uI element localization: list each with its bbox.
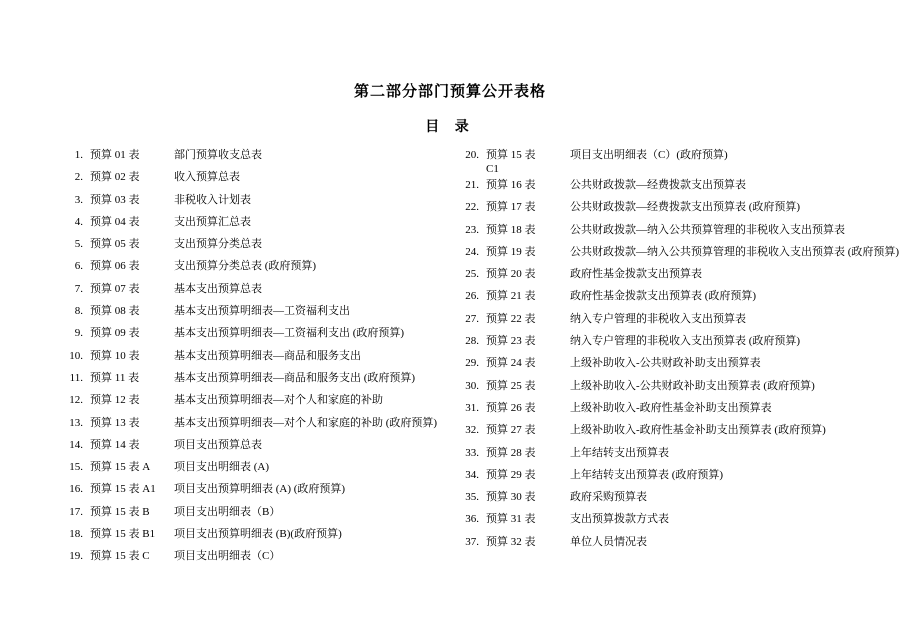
list-item-index: 8. (74, 305, 83, 318)
list-item-code: 预算 04 表 (90, 215, 140, 228)
list-item-label: 上级补助收入-政府性基金补助支出预算表 (570, 401, 772, 414)
list-item[interactable] (458, 535, 900, 557)
list-item[interactable] (458, 200, 900, 222)
toc-column-right (440, 148, 900, 572)
list-item-index: 2. (74, 171, 83, 184)
list-item-label: 基本支出预算明细表—商品和服务支出 (政府预算) (174, 371, 416, 384)
list-item[interactable] (458, 289, 900, 311)
list-item[interactable] (458, 379, 900, 401)
list-item-label: 项目支出明细表（C） (174, 550, 281, 563)
list-item-code: 预算 02 表 (90, 171, 140, 184)
list-item[interactable] (458, 334, 900, 356)
list-item-index: 29. (465, 357, 479, 370)
list-item-label: 基本支出预算明细表—工资福利支出 (174, 305, 350, 318)
list-item[interactable] (62, 215, 440, 237)
list-item-label: 收入预算总表 (174, 171, 240, 184)
list-item-index: 34. (465, 468, 479, 481)
list-item-label: 基本支出预算明细表—对个人和家庭的补助 (174, 394, 383, 407)
list-item-label: 基本支出预算明细表—商品和服务支出 (174, 349, 361, 362)
list-item-index: 11. (69, 371, 83, 384)
list-item-label: 支出预算拨款方式表 (570, 513, 669, 526)
list-item-label: 项目支出明细表（C）(政府预算) (570, 149, 728, 161)
list-item[interactable] (62, 416, 440, 438)
list-item-label: 基本支出预算明细表—工资福利支出 (政府预算) (174, 327, 405, 340)
list-item-index: 22. (465, 201, 479, 214)
list-item-index: 36. (465, 513, 479, 526)
list-item-index: 24. (465, 245, 479, 258)
list-item-label: 纳入专户管理的非税收入支出预算表 (570, 312, 746, 325)
list-item[interactable] (62, 282, 440, 304)
list-item-index: 23. (465, 223, 479, 236)
list-item-index: 17. (69, 505, 83, 518)
list-item[interactable] (62, 371, 440, 393)
list-item[interactable] (458, 267, 900, 289)
list-item-code: 预算 17 表 (486, 201, 536, 214)
list-item-label: 政府性基金拨款支出预算表 (政府预算) (570, 290, 757, 303)
list-item-code: 预算 27 表 (486, 424, 536, 437)
list-item[interactable] (458, 312, 900, 334)
list-item[interactable] (62, 259, 440, 281)
list-item-index: 19. (69, 550, 83, 563)
list-item-code: 预算 03 表 (90, 193, 140, 206)
list-item-index: 32. (465, 424, 479, 437)
list-item-code: 预算 21 表 (486, 290, 536, 303)
list-item-code: 预算 31 表 (486, 513, 536, 526)
list-item-label: 项目支出明细表 (A) (174, 461, 270, 474)
list-item-code: 预算 13 表 (90, 416, 140, 429)
list-item-index: 12. (69, 394, 83, 407)
list-item[interactable] (62, 304, 440, 326)
list-item-label: 项目支出明细表（B） (174, 505, 281, 518)
list-item[interactable] (62, 148, 440, 170)
list-item[interactable] (62, 482, 440, 504)
list-item-code: 预算 09 表 (90, 327, 140, 340)
list-item-code: 预算 23 表 (486, 335, 536, 348)
list-item-index: 21. (465, 179, 479, 191)
list-item-label: 上年结转支出预算表 (政府预算) (570, 468, 724, 481)
list-item-code: 预算 32 表 (486, 535, 536, 548)
list-item-label: 基本支出预算明细表—对个人和家庭的补助 (政府预算) (174, 416, 438, 429)
list-item-code: 预算 20 表 (486, 268, 536, 281)
list-item[interactable] (62, 460, 440, 482)
list-item[interactable] (62, 527, 440, 549)
list-item-code: 预算 06 表 (90, 260, 140, 273)
list-item-label: 上级补助收入-公共财政补助支出预算表 (政府预算) (570, 379, 815, 392)
list-item[interactable] (458, 356, 900, 378)
list-item-label: 非税收入计划表 (174, 193, 251, 206)
list-item-code-line2: C1 (486, 163, 499, 175)
list-item-index: 4. (74, 215, 83, 228)
list-item[interactable] (458, 512, 900, 534)
list-item-label: 公共财政拨款—经费拨款支出预算表 (570, 179, 746, 191)
list-item-code: 预算 25 表 (486, 379, 536, 392)
list-item-index: 1. (74, 149, 83, 161)
list-item-label: 上级补助收入-政府性基金补助支出预算表 (政府预算) (570, 424, 826, 437)
list-item-code: 预算 26 表 (486, 401, 536, 414)
list-item[interactable] (458, 446, 900, 468)
list-item[interactable] (62, 237, 440, 259)
list-item[interactable] (62, 349, 440, 371)
list-item-label: 纳入专户管理的非税收入支出预算表 (政府预算) (570, 335, 801, 348)
list-item-index: 35. (465, 491, 479, 504)
list-item-index: 9. (74, 327, 83, 340)
list-item-index: 13. (69, 416, 83, 429)
list-item[interactable] (62, 438, 440, 460)
list-item[interactable] (458, 490, 900, 512)
list-item[interactable] (62, 170, 440, 192)
list-item-label: 支出预算分类总表 (政府预算) (174, 260, 317, 273)
list-item-label: 上级补助收入-公共财政补助支出预算表 (570, 357, 761, 370)
list-item-index: 18. (69, 528, 83, 541)
list-item-code: 预算 29 表 (486, 468, 536, 481)
list-item-code: 预算 24 表 (486, 357, 536, 370)
list-item[interactable] (458, 401, 900, 423)
list-item-label: 政府性基金拨款支出预算表 (570, 268, 702, 281)
list-item[interactable] (458, 245, 900, 267)
list-item-label: 公共财政拨款—经费拨款支出预算表 (政府预算) (570, 201, 801, 214)
list-item-code: 预算 11 表 (90, 371, 140, 384)
list-item-index: 27. (465, 312, 479, 325)
list-item-label: 上年结转支出预算表 (570, 446, 669, 459)
list-item-label: 政府采购预算表 (570, 491, 647, 504)
list-item-index: 37. (465, 535, 479, 548)
page-title: 第二部分部门预算公开表格 (353, 84, 546, 100)
list-item-label: 项目支出预算明细表 (B)(政府预算) (174, 528, 342, 541)
list-item-index: 25. (465, 268, 479, 281)
list-item-label: 项目支出预算明细表 (A) (政府预算) (174, 483, 346, 496)
list-item-code: 预算 07 表 (90, 282, 140, 295)
list-item-index: 16. (69, 483, 83, 496)
list-item-code: 预算 12 表 (90, 394, 140, 407)
list-item-code-line1: 预算 15 表 (486, 149, 536, 161)
list-item[interactable] (62, 393, 440, 415)
list-item-index: 26. (465, 290, 479, 303)
list-item-code: 预算 19 表 (486, 245, 536, 258)
list-item-index: 28. (465, 335, 479, 348)
list-item-index: 10. (69, 349, 83, 362)
list-item-code: 预算 15 表 B (90, 505, 150, 518)
list-item-code: 预算 15 表 A1 (90, 483, 156, 496)
list-item-index: 3. (74, 193, 83, 206)
list-item-label: 单位人员情况表 (570, 535, 647, 548)
list-item[interactable] (62, 326, 440, 348)
list-item-code: 预算 15 表 C (90, 550, 150, 563)
list-item[interactable] (62, 549, 440, 571)
list-item-code: 预算 28 表 (486, 446, 536, 459)
list-item-index: 7. (74, 282, 83, 295)
list-item-code: 预算 10 表 (90, 349, 140, 362)
list-item-code: 预算 22 表 (486, 312, 536, 325)
list-item[interactable] (62, 505, 440, 527)
toc-column-left (0, 148, 440, 572)
list-item-code: 预算 08 表 (90, 305, 140, 318)
toc-heading: 目 录 (425, 120, 475, 135)
list-item-index: 30. (465, 379, 479, 392)
list-item-label: 公共财政拨款—纳入公共预算管理的非税收入支出预算表 (570, 223, 845, 236)
list-item-index: 5. (74, 238, 83, 251)
list-item-index: 33. (465, 446, 479, 459)
list-item-code: 预算 15 表 A (90, 461, 151, 474)
list-item[interactable] (458, 423, 900, 445)
list-item-code: 预算 05 表 (90, 238, 140, 251)
list-item-code: 预算 30 表 (486, 491, 536, 504)
list-item-label: 项目支出预算总表 (174, 438, 262, 451)
toc-columns (0, 148, 900, 572)
list-item-code: 预算 16 表 (486, 179, 536, 191)
list-item-index: 6. (74, 260, 83, 273)
list-item-code: 预算 14 表 (90, 438, 140, 451)
list-item[interactable] (62, 193, 440, 215)
list-item-label: 部门预算收支总表 (174, 149, 262, 161)
list-item[interactable] (458, 223, 900, 245)
list-item-label: 公共财政拨款—纳入公共预算管理的非税收入支出预算表 (政府预算) (570, 245, 900, 258)
list-item[interactable] (458, 148, 900, 178)
list-item-code: 预算 01 表 (90, 149, 140, 161)
list-item-label: 支出预算分类总表 (174, 238, 262, 251)
list-item-label: 支出预算汇总表 (174, 215, 251, 228)
list-item-code: 预算 15 表 B1 (90, 528, 156, 541)
list-item-index: 31. (465, 401, 479, 414)
list-item-code (484, 148, 570, 176)
list-item-index: 15. (69, 461, 83, 474)
list-item-index: 20. (465, 149, 479, 161)
list-item[interactable] (458, 178, 900, 200)
list-item-code: 预算 18 表 (486, 223, 536, 236)
list-item-index: 14. (69, 438, 83, 451)
list-item[interactable] (458, 468, 900, 490)
list-item-label: 基本支出预算总表 (174, 282, 262, 295)
